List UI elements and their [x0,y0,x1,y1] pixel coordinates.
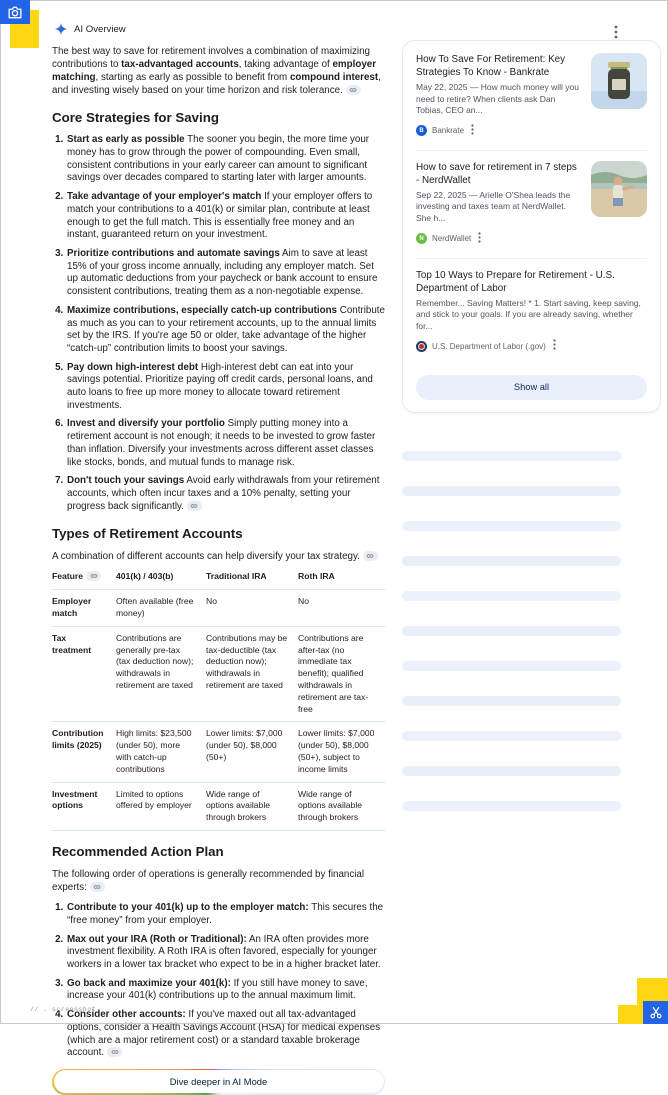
source-title[interactable]: How to save for retirement in 7 steps - NerdWallet [416,161,577,186]
strategy-text: Aim to save at least 15% of your gross income annually, including any employer match. Set up automatic deductions from your paycheck or bank account to ensure consistent contributions, treating them as a non-negotiable expense. [67,248,378,298]
strategy-text: High-interest debt can eat into your savings potential. Prioritize paying off credit cards, personal loans, and auto loans to free up more money to allocate toward retirement investments. [67,361,373,411]
intro-bold: tax-advantaged accounts [121,59,239,71]
table-cell: High limits: $23,500 (under 50), more with catch-up contributions [116,722,206,782]
strategy-item [66,248,385,299]
skeleton-bar [402,661,621,671]
skeleton-bar [402,766,621,776]
screenshot-watermark: // . screenshot [30,1006,97,1013]
plan-item [66,978,385,1003]
source-title[interactable]: How To Save For Retirement: Key Strategies To Know - Bankrate [416,54,566,78]
plan-item [66,902,385,927]
intro-bold: compound interest [289,72,379,84]
skeleton-bar [402,591,621,601]
plan-lead: Max out your IRA (Roth or Traditional): [67,933,247,945]
source-card[interactable] [416,259,647,366]
ai-sparkle-icon [55,23,67,35]
skeleton-bar [402,626,621,636]
skeleton-bar [402,801,621,811]
strategy-item [66,418,385,469]
ai-overview-header [55,23,385,35]
strategy-lead: Take advantage of your employer's match [67,191,262,203]
table-cell: Wide range of options available through brokers [206,782,298,830]
source-card-text [416,53,581,140]
source-attribution [416,230,581,248]
ai-overview-panel [52,23,385,1095]
panel-menu-icon[interactable] [611,24,621,45]
table-cell: Limited to options offered by employer [116,782,206,830]
source-attribution [416,337,647,355]
strategy-item [66,475,385,513]
plan-item [66,1009,385,1060]
plan-text: If you've maxed out all tax-advantaged options, consider a Health Savings Account (HSA) for medical expenses (which are a major retirement cost) or a standard taxable brokerage account. [67,1009,381,1059]
camera-button[interactable] [0,0,30,24]
nerdwallet-favicon: N [416,233,427,244]
source-card[interactable] [416,151,647,259]
source-card[interactable] [416,43,647,151]
table-header: Roth IRA [298,569,385,589]
skeleton-bar [402,451,621,461]
accounts-table [52,569,385,831]
table-cell: Wide range of options available through brokers [298,782,385,830]
link-chip[interactable] [363,551,378,561]
plan-lead: Go back and maximize your 401(k): [67,977,231,989]
intro-paragraph [52,45,385,97]
intro-text: , and investing wisely based on your time horizon and risk tolerance. [52,72,381,97]
strategy-lead: Don't touch your savings [67,475,185,487]
plan-item [66,934,385,972]
link-icon [90,572,98,580]
intro-bold: employer matching [52,59,377,84]
plan-text: This secures the “free money” from your employer. [67,902,384,926]
source-snippet: Sep 22, 2025 — Arielle O'Shea leads the investing and taxes team at NerdWallet. She h... [416,189,571,223]
table-cell: Lower limits: $7,000 (under 50), $8,000 (50+) [206,722,298,782]
source-snippet: Remember... Saving Matters! * 1. Start saving, keep saving, and stick to your goals. If you are already saving, whether for... [416,297,641,331]
link-chip[interactable] [346,85,361,95]
table-cell: Contributions are generally pre-tax (tax deduction now); withdrawals in retirement are taxed [116,626,206,722]
table-cell: Lower limits: $7,000 (under 50), $8,000 (50+), subject to income limits [298,722,385,782]
strategy-lead: Maximize contributions, especially catch-up contributions [67,304,338,316]
link-icon [111,1048,119,1056]
plan-lead: Contribute to your 401(k) up to the employer match: [67,902,309,914]
link-icon [93,883,101,891]
source-thumbnail-money-jar[interactable] [591,53,647,109]
strategy-text: Simply putting money into a retirement account is not enough; it needs to be invested to grow faster than inflation. Diversify your investments across different asset classes like stocks, bonds, and mutual funds to manage risk. [67,418,376,468]
card-menu-icon[interactable] [551,337,558,355]
table-cell: Often available (free money) [116,590,206,627]
snip-button[interactable] [643,1001,668,1024]
strategy-lead: Start as early as possible [67,134,185,146]
source-name: NerdWallet [432,234,472,244]
plan-list [52,902,385,1060]
plan-heading: Recommended Action Plan [52,844,224,859]
table-cell: Contributions may be tax-deductible (tax deduction now); withdrawals in retirement are taxed [206,626,298,722]
table-feature: Employer match [52,590,116,627]
link-chip[interactable] [107,1047,122,1057]
source-title[interactable]: Top 10 Ways to Prepare for Retirement - U.S. Department of Labor [416,269,615,294]
intro-text: , taking advantage of [238,59,333,71]
link-icon [349,86,357,94]
table-header: 401(k) / 403(b) [116,569,206,589]
table-row [52,722,385,782]
link-icon [190,502,198,510]
bankrate-favicon: B [416,125,427,136]
table-feature: Investment options [52,782,116,830]
sources-panel [402,23,661,836]
strategy-item [66,362,385,413]
skeleton-bar [402,486,621,496]
table-cell: No [206,590,298,627]
strategy-text: Contribute as much as you can to your retirement accounts, up to the annual limits set by the IRS. If you're age 50 or older, take advantage of the higher “catch-up” contribution limits to boost your savings. [67,304,385,354]
strategy-item [66,305,385,356]
plan-text: An IRA often provides more investment flexibility. A Roth IRA is often favored, especially for younger workers in a lower tax bracket who expect to be in a higher bracket later. [67,933,381,970]
card-menu-icon[interactable] [469,122,476,140]
strategy-text: The sooner you begin, the more time your money has to grow through the power of compounding. Even small, consistent contributions in your early career can amount to significant savings over decades compared to starting later with larger amounts. [67,134,370,184]
source-card-text [416,161,581,248]
plan-intro [52,868,385,894]
link-icon [366,552,374,560]
strategy-text: Avoid early withdrawals from your retirement accounts, which often incur taxes and a 10% penalty, setting your progress back significantly. [67,475,380,512]
core-strategies-heading: Core Strategies for Saving [52,110,219,126]
strategy-lead: Prioritize contributions and automate savings [67,248,280,259]
ai-overview-title: AI Overview [74,23,126,35]
intro-text: The best way to save for retirement involves a combination of maximizing contributions to [52,46,370,71]
dol-favicon [416,341,427,352]
accounts-intro-text: A combination of different accounts can help diversify your tax strategy. [52,551,360,563]
skeleton-bar [402,731,621,741]
accounts-heading: Types of Retirement Accounts [52,526,243,542]
table-cell: Contributions are after-tax (no immediate tax benefit); qualified withdrawals in retirement are tax-free [298,626,385,722]
intro-text: , starting as early as possible to benefit from [95,72,290,84]
show-all-button[interactable]: Show all [416,375,647,400]
skeleton-bar [402,556,621,566]
skeleton-bar [402,696,621,706]
source-cards-container [402,40,661,413]
table-header-row [52,569,385,589]
table-header: Feature [52,569,116,589]
strategy-text: If your employer offers to match your contributions to a 401(k) or similar plan, contribute at least enough to get the full match. This is essentially free money and an instant, guaranteed return on your investment. [67,191,373,241]
strategy-lead: Invest and diversify your portfolio [67,418,225,430]
table-row [52,590,385,627]
source-name: U.S. Department of Labor (.gov) [432,341,546,351]
table-feature: Contribution limits (2025) [52,722,116,782]
link-chip[interactable] [86,571,101,581]
plan-text: If you still have money to save, increase your 401(k) contributions up to the annual maximum limit. [67,977,368,1002]
table-cell: No [298,590,385,627]
scissors-icon [649,1006,663,1019]
camera-icon [7,6,23,19]
core-strategies-list [52,134,385,513]
card-menu-icon[interactable] [476,230,483,248]
plan-intro-text: The following order of operations is generally recommended by financial experts: [52,869,365,894]
strategy-lead: Pay down high-interest debt [67,361,199,373]
strategy-item [66,191,385,242]
skeleton-bar [402,521,621,531]
link-chip[interactable] [90,882,105,892]
source-snippet: May 22, 2025 — How much money will you need to retire? When clients ask Dan Tobias, CEO an... [416,82,579,116]
source-name: Bankrate [432,126,465,136]
accounts-intro [52,550,385,563]
table-row [52,626,385,722]
capture-corner-yellow [618,1005,637,1024]
table-header: Traditional IRA [206,569,298,589]
link-chip[interactable] [187,501,202,511]
loading-skeleton [402,451,661,811]
plan-lead: Consider other accounts: [67,1009,186,1021]
strategy-item [66,134,385,185]
dive-deeper-border [52,1069,385,1095]
source-thumbnail-beach[interactable] [591,161,647,217]
source-attribution [416,122,581,140]
table-row [52,782,385,830]
source-card-text [416,269,647,356]
table-feature: Tax treatment [52,626,116,722]
dive-deeper-button[interactable]: Dive deeper in AI Mode [54,1070,384,1093]
